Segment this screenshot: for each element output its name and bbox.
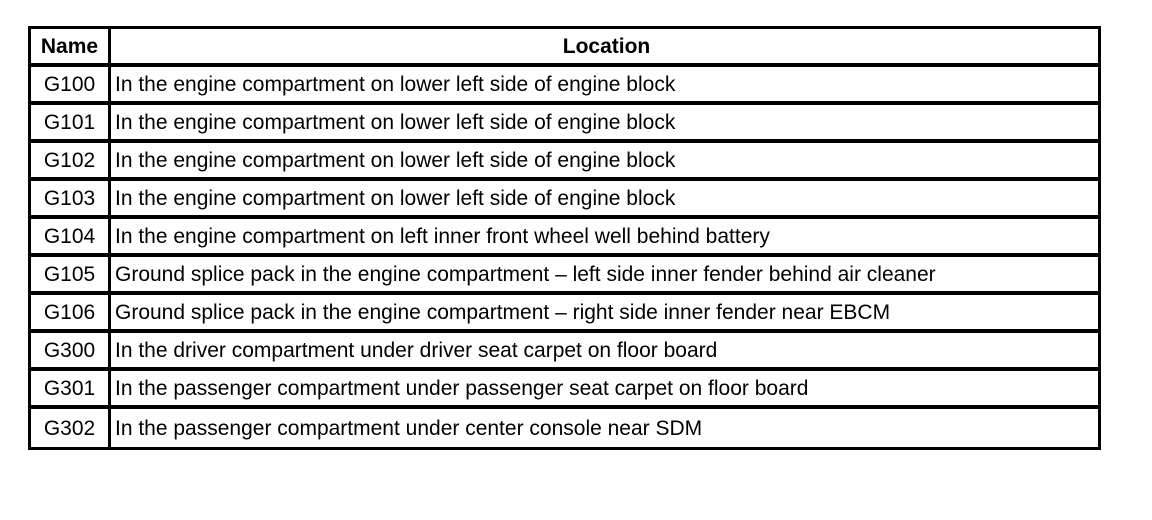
cell-name: G101: [31, 105, 111, 143]
table-row: [31, 409, 1098, 447]
cell-location: Ground splice pack in the engine compartment – left side inner fender behind air cleaner: [111, 257, 1098, 295]
table-row: [31, 219, 1098, 257]
cell-location: Ground splice pack in the engine compartment – right side inner fender near EBCM: [111, 295, 1098, 333]
table-row: [31, 143, 1098, 181]
cell-name: G103: [31, 181, 111, 219]
cell-name: G301: [31, 371, 111, 409]
cell-name: G300: [31, 333, 111, 371]
table-row: [31, 371, 1098, 409]
cell-location: In the driver compartment under driver seat carpet on floor board: [111, 333, 1098, 371]
cell-name: G302: [31, 409, 111, 447]
table-row: [31, 105, 1098, 143]
table-row: [31, 333, 1098, 371]
cell-location: In the engine compartment on lower left side of engine block: [111, 181, 1098, 219]
cell-location: In the engine compartment on lower left side of engine block: [111, 67, 1098, 105]
cell-name: G100: [31, 67, 111, 105]
cell-name: G106: [31, 295, 111, 333]
header-name: Name: [31, 29, 111, 67]
table-row: [31, 181, 1098, 219]
header-row: [31, 29, 1098, 67]
table-row: [31, 257, 1098, 295]
header-location: Location: [111, 29, 1098, 67]
table-row: [31, 67, 1098, 105]
cell-location: In the engine compartment on lower left side of engine block: [111, 105, 1098, 143]
table-body: [31, 67, 1098, 447]
cell-name: G102: [31, 143, 111, 181]
cell-name: G105: [31, 257, 111, 295]
cell-location: In the engine compartment on lower left side of engine block: [111, 143, 1098, 181]
table-header: [31, 29, 1098, 67]
cell-location: In the passenger compartment under center console near SDM: [111, 409, 1098, 447]
cell-location: In the passenger compartment under passenger seat carpet on floor board: [111, 371, 1098, 409]
ground-locations-table-frame: [28, 26, 1101, 450]
cell-location: In the engine compartment on left inner front wheel well behind battery: [111, 219, 1098, 257]
cell-name: G104: [31, 219, 111, 257]
table-row: [31, 295, 1098, 333]
ground-locations-table: [31, 29, 1098, 447]
